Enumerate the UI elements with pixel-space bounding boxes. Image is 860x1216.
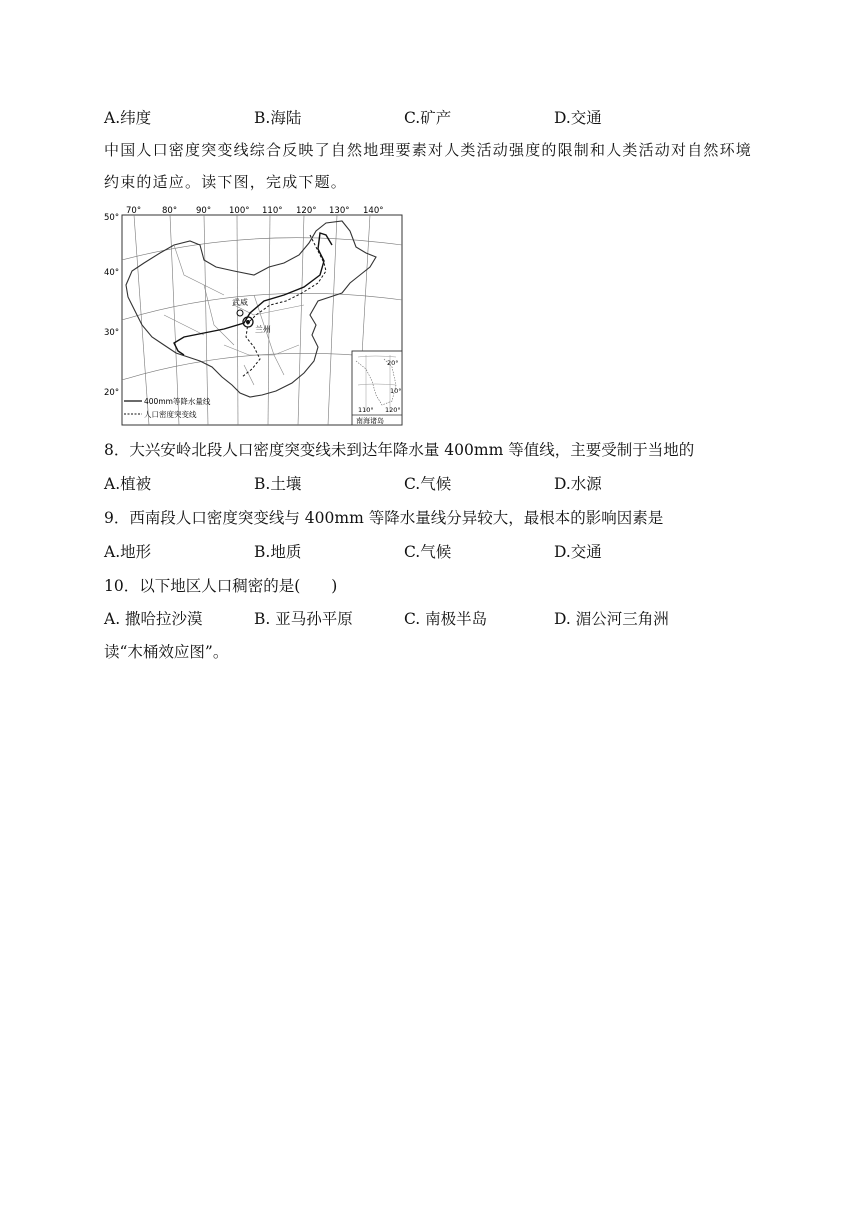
lon-label-110: 110°: [262, 206, 283, 216]
q7-option-b: B.海陆: [254, 109, 302, 127]
q8-stem: 8．大兴安岭北段人口密度突变线未到达年降水量 400mm 等值线，主要受制于当地的: [104, 441, 695, 459]
lon-label-120: 120°: [296, 206, 317, 216]
q9-stem: 9．西南段人口密度突变线与 400mm 等降水量线分异较大，最根本的影响因素是: [104, 509, 664, 527]
city-lanzhou-label: 兰州: [255, 325, 271, 334]
inset-title: 南海诸岛: [356, 417, 384, 425]
lat-label-50: 50°: [104, 213, 120, 223]
lat-label-30: 30°: [104, 328, 120, 338]
legend-400mm-label: 400mm等降水量线: [144, 397, 211, 406]
q9-option-d: D.交通: [554, 543, 602, 561]
intro-paragraph: 中国人口密度突变线综合反映了自然地理要素对人类活动强度的限制和人类活动对自然环境约束的适应。读下图，完成下题。: [104, 141, 753, 191]
q10-option-c: C. 南极半岛: [404, 610, 488, 628]
q8-option-a: A.植被: [104, 475, 152, 493]
legend-pop-line-label: 人口密度突变线: [144, 410, 197, 419]
q9-option-a: A.地形: [104, 543, 152, 561]
lanzhou-marker-center: [246, 320, 250, 324]
q10-option-a: A. 撒哈拉沙漠: [104, 610, 203, 628]
lat-label-20: 20°: [104, 388, 120, 398]
q10-option-b: B. 亚马孙平原: [254, 610, 353, 628]
trailing-instruction: 读“木桶效应图”。: [104, 643, 229, 661]
south-china-sea-inset: [352, 351, 402, 425]
china-population-density-map: [104, 205, 406, 427]
city-wuwei-label: 武威: [232, 298, 248, 307]
lon-label-130: 130°: [329, 206, 350, 216]
lon-label-140: 140°: [363, 206, 384, 216]
lon-label-70: 70°: [126, 206, 142, 216]
q7-option-d: D.交通: [554, 109, 602, 127]
inset-lat-10-label: 10°: [390, 387, 402, 395]
q9-option-c: C.气候: [404, 543, 452, 561]
inset-lon-110-label: 110°: [358, 406, 374, 414]
inset-lat-20-label: 20°: [387, 359, 399, 367]
lon-label-100: 100°: [229, 206, 250, 216]
lon-label-80: 80°: [162, 206, 178, 216]
q10-stem: 10．以下地区人口稠密的是( ): [104, 577, 338, 595]
q7-option-a: A.纬度: [104, 109, 152, 127]
lat-label-40: 40°: [104, 268, 120, 278]
q8-option-c: C.气候: [404, 475, 452, 493]
q7-option-c: C.矿产: [404, 109, 452, 127]
q9-option-b: B.地质: [254, 543, 302, 561]
q8-option-b: B.土壤: [254, 475, 302, 493]
lon-label-90: 90°: [196, 206, 212, 216]
inset-lon-120-label: 120°: [385, 406, 401, 414]
q10-option-d: D. 湄公河三角洲: [554, 610, 669, 628]
q8-option-d: D.水源: [554, 475, 602, 493]
